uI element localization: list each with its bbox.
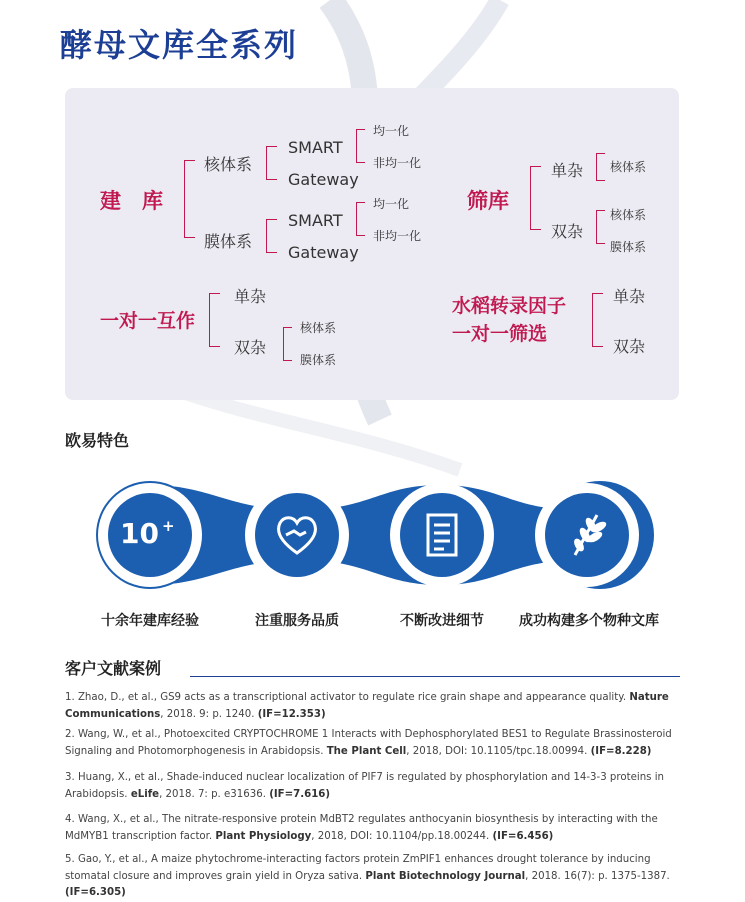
reference-item-4: 4. Wang, X., et al., The nitrate-responsive protein MdBT2 regulates anthocyanin biosynthesis by interacting with the MdMYB1 transcription factor. Plant Physiology, 2018, DOI: 10.1104/pp.18.00244. (IF=6.456) (65, 814, 658, 842)
non-normalized-label: 非均一化 (373, 229, 422, 243)
feature-label-2: 注重服务品质 (255, 613, 339, 629)
wheat-icon (565, 509, 609, 559)
screen-library-label: 筛库 (467, 189, 509, 213)
one-to-one-label: 一对一互作 (100, 310, 196, 332)
bracket (209, 293, 220, 347)
badge-value: 10 (120, 517, 159, 550)
screen-double-nuclear-label: 核体系 (610, 208, 647, 222)
normalized-label: 均一化 (373, 197, 410, 211)
screen-double-membrane-label: 膜体系 (610, 240, 647, 254)
bracket (530, 166, 541, 230)
page-title: 酵母文库全系列 (60, 26, 299, 64)
bracket (283, 327, 292, 361)
feature-label-4: 成功构建多个物种文库 (519, 613, 659, 629)
oto-nuclear-label: 核体系 (300, 321, 337, 335)
oto-double-label: 双杂 (234, 338, 267, 357)
rice-double-label: 双杂 (613, 337, 646, 356)
build-library-label: 建 库 (100, 189, 163, 213)
bracket (184, 160, 195, 238)
screen-single-label: 单杂 (551, 161, 584, 180)
feature-label-1: 十余年建库经验 (101, 613, 199, 629)
membrane-system-label: 膜体系 (204, 232, 253, 251)
feature-circle-1 (98, 483, 202, 587)
oto-membrane-label: 膜体系 (300, 353, 337, 367)
reference-item-1: 1. Zhao, D., et al., GS9 acts as a transcriptional activator to regulate rice grain shape and appearance quality. Nature Communications, 2018. 9: p. 1240. (IF=12.353) (65, 692, 669, 720)
bracket (266, 146, 277, 180)
feature-label-3: 不断改进细节 (400, 613, 484, 629)
feature-circle-3 (390, 483, 494, 587)
gateway-label: Gateway (288, 243, 359, 262)
rice-tf-label (452, 292, 566, 348)
badge-plus: + (161, 517, 175, 535)
ten-plus-badge (120, 517, 175, 550)
screen-single-nuclear-label: 核体系 (610, 160, 647, 174)
library-panel (65, 88, 679, 400)
bracket (356, 129, 365, 163)
non-normalized-label: 非均一化 (373, 156, 422, 170)
oto-single-label: 单杂 (234, 287, 267, 306)
bracket (596, 153, 605, 181)
feature-circle-4 (535, 483, 639, 587)
references-heading: 客户文献案例 (65, 659, 162, 678)
gateway-label: Gateway (288, 170, 359, 189)
screen-double-label: 双杂 (551, 222, 584, 241)
reference-item-3: 3. Huang, X., et al., Shade-induced nuclear localization of PIF7 is regulated by phosphorylation and 14-3-3 proteins in Arabidopsis. eLife, 2018. 7: p. e31636. (IF=7.616) (65, 772, 664, 800)
bracket (596, 210, 605, 244)
normalized-label: 均一化 (373, 124, 410, 138)
reference-item-2: 2. Wang, W., et al., Photoexcited CRYPTOCHROME 1 Interacts with Dephosphorylated BES1 to Regulate Brassinosteroid Signaling and Photomorphogenesis in Arabidopsis. The Plant Cell, 2018, DOI: 10.1105/tpc.18.00994. (IF=8.228) (65, 729, 672, 757)
bracket (266, 219, 277, 253)
smart-label: SMART (288, 138, 343, 157)
document-icon (426, 513, 458, 557)
reference-item-5: 5. Gao, Y., et al., A maize phytochrome-interacting factors protein ZmPIF1 enhances drought tolerance by inducing stomatal closure and improves grain yield in Oryza sativa. Plant Biotechnology Journal, 2018. 16(7): p. 1375-1387. (IF=6.305) (65, 854, 670, 898)
bracket (592, 293, 603, 347)
rice-tf-line2: 一对一筛选 (452, 323, 548, 345)
features-heading: 欧易特色 (65, 431, 130, 450)
references-divider (190, 676, 680, 677)
rice-single-label: 单杂 (613, 287, 646, 306)
feature-circle-2 (245, 483, 349, 587)
nuclear-system-label: 核体系 (204, 155, 253, 174)
rice-tf-line1: 水稻转录因子 (452, 295, 567, 317)
smart-label: SMART (288, 211, 343, 230)
heart-handshake-icon (274, 513, 320, 557)
bracket (356, 202, 365, 236)
